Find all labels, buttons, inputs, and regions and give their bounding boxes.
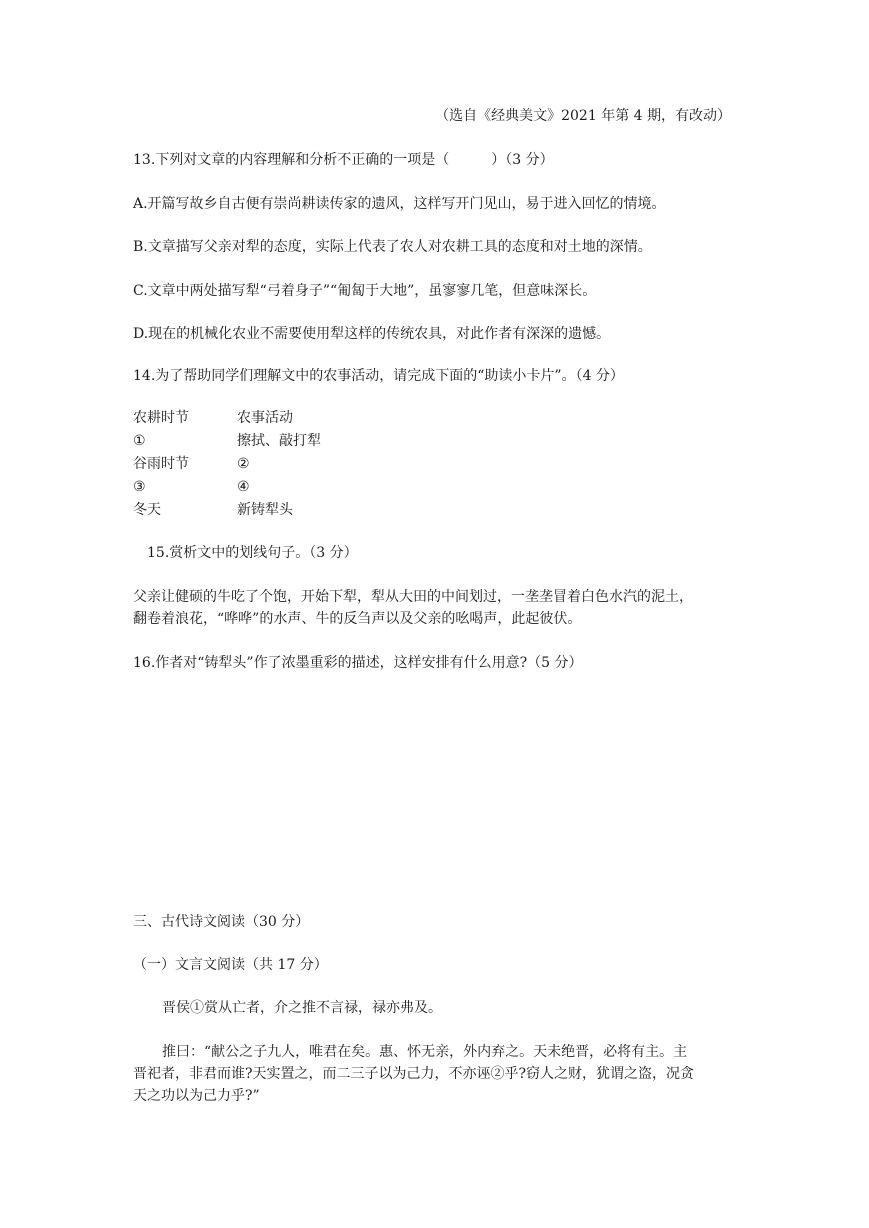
- card-cell-season: 冬天: [133, 502, 161, 518]
- section-title: 三、古代诗文阅读（30 分）: [133, 914, 310, 930]
- q13-option-d: D.现在的机械化农业不需要使用犁这样的传统农具，对此作者有深深的遗憾。: [133, 326, 611, 342]
- q13-stem: 13.下列对文章的内容理解和分析不正确的一项是（ ）（3 分）: [133, 152, 554, 168]
- q16-stem: 16.作者对“铸犁头”作了浓墨重彩的描述，这样安排有什么用意?（5 分）: [133, 655, 583, 671]
- q15-quote-line: 父亲让健硕的牛吃了个饱，开始下犁，犁从大田的中间划过，一垄垄冒着白色水汽的泥土，: [133, 589, 693, 605]
- card-cell-season: ①: [133, 433, 146, 449]
- card-cell-season: ③: [133, 479, 146, 495]
- card-cell-activity: ④: [237, 479, 250, 495]
- classical-paragraph: 晋侯①赏从亡者，介之推不言禄，禄亦弗及。: [162, 1000, 442, 1016]
- card-cell-activity: ②: [237, 456, 250, 472]
- card-header-season: 农耕时节: [133, 410, 189, 426]
- q13-option-b: B.文章描写父亲对犁的态度，实际上代表了农人对农耕工具的态度和对土地的深情。: [133, 239, 652, 255]
- q13-option-a: A.开篇写故乡自古便有崇尚耕读传家的遗风，这样写开门见山，易于进入回忆的情境。: [133, 196, 666, 212]
- card-cell-activity: 擦拭、敲打犁: [237, 433, 321, 449]
- classical-paragraph-line: 晋祀者，非君而谁?天实置之，而二三子以为己力，不亦诬②乎?窃人之财，犹谓之盗，况贪: [133, 1066, 695, 1082]
- subsection-title: （一）文言文阅读（共 17 分）: [133, 957, 328, 973]
- classical-paragraph-line: 天之功以为己力乎?”: [133, 1088, 260, 1104]
- card-header-activity: 农事活动: [237, 410, 293, 426]
- source-citation: （选自《经典美文》2021 年第 4 期，有改动）: [435, 108, 731, 124]
- q15-stem: 15.赏析文中的划线句子。（3 分）: [147, 545, 358, 561]
- q13-option-c: C.文章中两处描写犁“弓着身子”“匍匐于大地”，虽寥寥几笔，但意味深长。: [133, 283, 597, 299]
- card-cell-activity: 新铸犁头: [237, 502, 293, 518]
- classical-paragraph-line: 推曰：“献公之子九人，唯君在矣。惠、怀无亲，外内弃之。天未绝晋，必将有主。主: [162, 1044, 688, 1060]
- q15-quote-line: 翻卷着浪花，“哗哗”的水声、牛的反刍声以及父亲的吆喝声，此起彼伏。: [133, 611, 582, 627]
- card-cell-season: 谷雨时节: [133, 456, 189, 472]
- q14-stem: 14.为了帮助同学们理解文中的农事活动，请完成下面的“助读小卡片”。（4 分）: [133, 368, 624, 384]
